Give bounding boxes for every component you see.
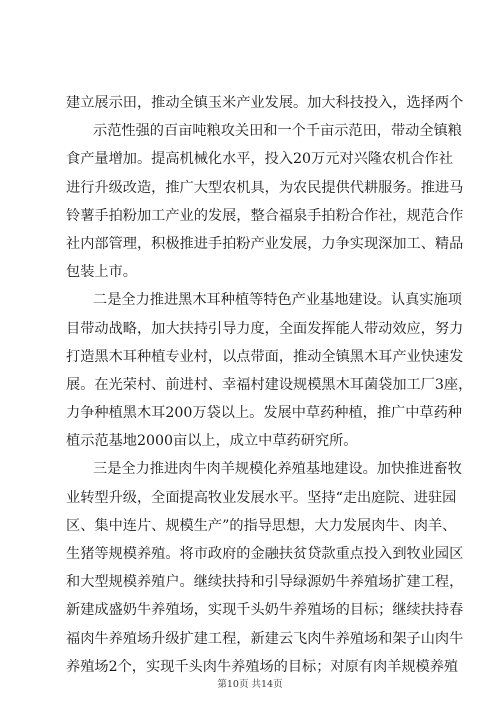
page-footer — [0, 679, 500, 691]
text-line: 社内部管理，积极推进手拍粉产业发展，力争实现深加工、精品 — [66, 235, 464, 252]
text-line: 和大型规模养殖户。继续扶持和引导绿源奶牛养殖场扩建工程， — [66, 574, 464, 591]
page-number-label: 第10页 共14页 — [217, 679, 283, 690]
text-line: 进行升级改造，推广大型农机具，为农民提供代耕服务。推进马 — [66, 179, 464, 196]
text-line: 展。在光荣村、前进村、幸福村建设规模黑木耳菌袋加工厂3座， — [66, 376, 473, 393]
text-line: 三是全力推进肉牛肉羊规模化养殖基地建设。加快推进畜牧 — [93, 461, 462, 478]
text-line: 福肉牛养殖场升级扩建工程，新建云飞肉牛养殖场和架子山肉牛 — [66, 630, 464, 647]
text-line: 包装上市。 — [66, 264, 137, 281]
text-line: 生猪等规模养殖。将市政府的金融扶贫贷款重点投入到牧业园区 — [66, 546, 464, 562]
document-body — [66, 89, 473, 681]
text-line: 二是全力推进黑木耳种植等特色产业基地建设。认真实施项 — [93, 292, 462, 309]
text-line: 建立展示田，推动全镇玉米产业发展。加大科技投入，选择两个 — [66, 95, 464, 111]
text-line: 铃薯手拍粉加工产业的发展，整合福泉手拍粉合作社，规范合作 — [66, 207, 464, 224]
text-line: 目带动战略，加大扶持引导力度，全面发挥能人带动效应，努力 — [66, 320, 464, 337]
text-line: 植示范基地2000亩以上，成立中草药研究所。 — [66, 433, 358, 450]
text-line: 新建成盛奶牛养殖场，实现千头奶牛养殖场的目标；继续扶持春 — [66, 602, 464, 619]
text-line: 力争种植黑木耳200万袋以上。发展中草药种植，推广中草药种 — [66, 405, 462, 422]
text-line: 打造黑木耳种植专业村，以点带面，推动全镇黑木耳产业快速发 — [66, 348, 464, 365]
text-line: 食产量增加。提高机械化水平，投入20万元对兴隆农机合作社 — [66, 151, 453, 168]
text-line: 示范性强的百亩吨粮攻关田和一个千亩示范田，带动全镇粮 — [93, 123, 462, 140]
text-line: 区、集中连片、规模生产”的指导思想，大力发展肉牛、肉羊、 — [66, 517, 457, 534]
text-line: 业转型升级，全面提高牧业发展水平。坚持“走出庭院、进驻园 — [66, 489, 457, 506]
text-line: 养殖场2个，实现千头肉牛养殖场的目标；对原有肉羊规模养殖 — [66, 658, 459, 675]
